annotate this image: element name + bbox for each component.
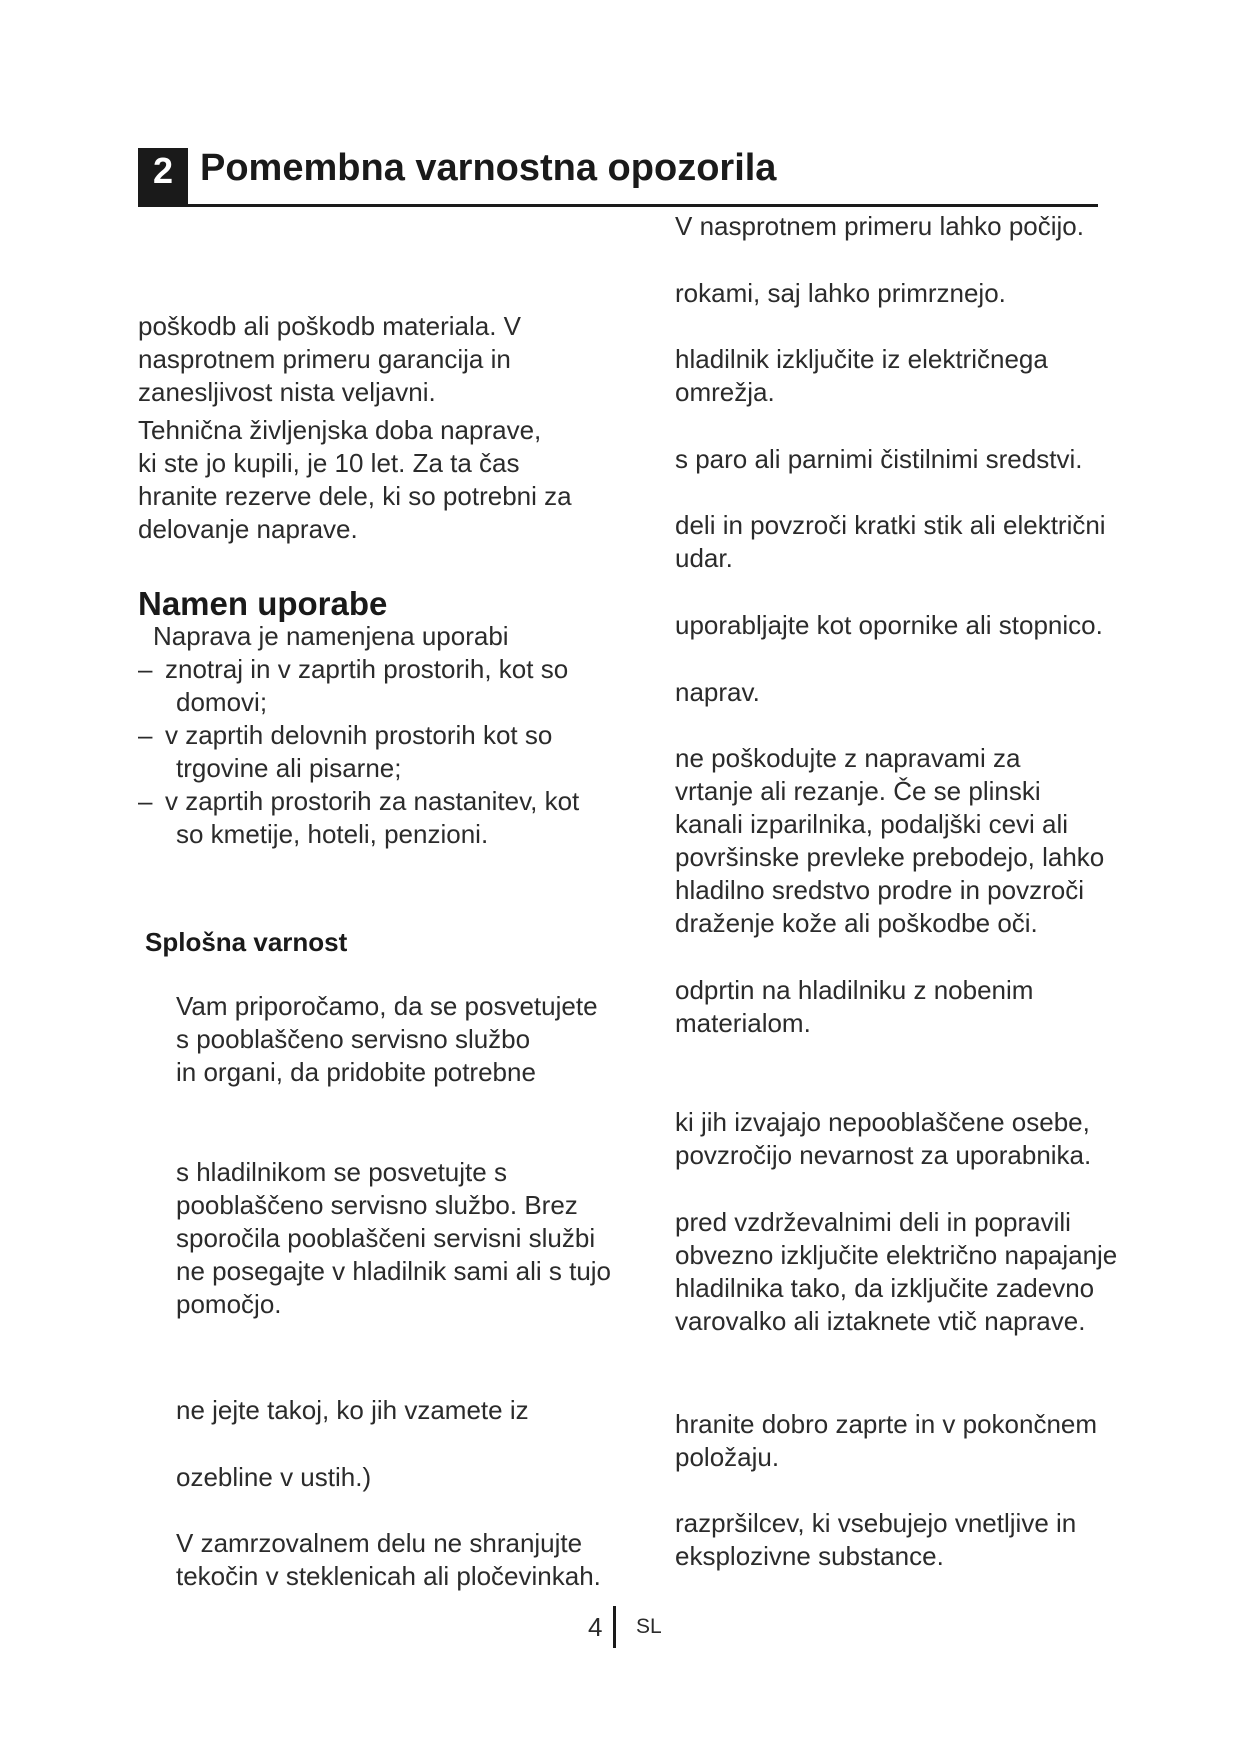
bullet-dash: – (138, 654, 153, 684)
chapter-header (138, 148, 1098, 207)
text-line: naprav. (675, 677, 760, 707)
text-line: obvezno izključite električno napajanje (675, 1240, 1118, 1270)
paragraph-step (675, 609, 1103, 642)
text-line: deli in povzroči kratki stik ali električni (675, 510, 1106, 540)
bullet-dash: – (138, 786, 153, 816)
list-item (165, 653, 568, 719)
text-line: zanesljivost nista veljavni. (138, 377, 436, 407)
paragraph-burst (675, 210, 1084, 243)
text-line: s pooblaščeno servisno službo (176, 1024, 531, 1054)
text-line: ne jejte takoj, ko jih vzamete iz (176, 1395, 529, 1425)
text-line: s hladilnikom se posvetujte s (176, 1157, 507, 1187)
text-line: s paro ali parnimi čistilnimi sredstvi. (675, 444, 1083, 474)
paragraph-lifetime (138, 414, 572, 546)
text-line: nasprotnem primeru garancija in (138, 344, 511, 374)
text-line: položaju. (675, 1442, 780, 1472)
text-line: znotraj in v zaprtih prostorih, kot so (165, 654, 569, 684)
footer-divider (613, 1606, 616, 1648)
text-line: omrežja. (675, 377, 775, 407)
text-line: hranite rezerve dele, ki so potrebni za (138, 481, 572, 511)
text-line: razpršilcev, ki vsebujejo vnetljive in (675, 1508, 1077, 1538)
text-line: delovanje naprave. (138, 514, 358, 544)
text-line: V zamrzovalnem delu ne shranjujte (176, 1528, 583, 1558)
text-line: površinske prevleke prebodejo, lahko (675, 842, 1105, 872)
paragraph-warranty (138, 310, 521, 409)
text-line: eksplozivne substance. (675, 1541, 944, 1571)
text-line: povzročijo nevarnost za uporabnika. (675, 1140, 1092, 1170)
language-code: SL (636, 1615, 662, 1638)
text-line: ozebline v ustih.) (176, 1462, 372, 1492)
paragraph-frostbite (176, 1461, 371, 1494)
text-line: hranite dobro zaprte in v pokončnem (675, 1409, 1098, 1439)
text-line: so kmetije, hoteli, penzioni. (176, 819, 489, 849)
text-line: kanali izparilnika, podaljški cevi ali (675, 809, 1069, 839)
text-line: hladilnik izključite iz električnega (675, 344, 1048, 374)
text-line: Tehnična življenjska doba naprave, (138, 415, 542, 445)
paragraph-steam (675, 443, 1082, 476)
text-line: Vam priporočamo, da se posvetujete (176, 991, 598, 1021)
paragraph-freezer (176, 1527, 601, 1593)
paragraph-consult (176, 990, 598, 1089)
list-item (165, 719, 552, 785)
section-heading-intended-use: Namen uporabe (138, 585, 388, 622)
text-line: ki ste jo kupili, je 10 let. Za ta čas (138, 448, 520, 478)
list-item (165, 785, 579, 851)
paragraph-openings (675, 974, 1033, 1040)
text-line: poškodb ali poškodb materiala. V (138, 311, 522, 341)
paragraph-service (176, 1156, 611, 1321)
text-line: tekočin v steklenicah ali pločevinkah. (176, 1561, 601, 1591)
paragraph-devices (675, 676, 760, 709)
text-line: domovi; (176, 687, 268, 717)
text-line: ne posegajte v hladilnik sami ali s tujo (176, 1256, 612, 1286)
page-number: 4 (588, 1612, 603, 1642)
text-line: hladilno sredstvo prodre in povzroči (675, 875, 1084, 905)
paragraph-short-circuit (675, 509, 1106, 575)
text-line: hladilnika tako, da izključite zadevno (675, 1273, 1095, 1303)
paragraph-unauthorized (675, 1106, 1091, 1172)
intended-use-intro: Naprava je namenjena uporabi (153, 621, 509, 651)
paragraph-sprays (675, 1507, 1076, 1573)
text-line: pooblaščeno servisno službo. Brez (176, 1190, 578, 1220)
text-line: draženje kože ali poškodbe oči. (675, 908, 1038, 938)
chapter-number: 2 (138, 148, 188, 204)
text-line: odprtin na hladilniku z nobenim (675, 975, 1034, 1005)
text-line: materialom. (675, 1008, 811, 1038)
text-line: ne poškodujte z napravami za (675, 743, 1021, 773)
paragraph-unplug (675, 343, 1048, 409)
text-line: vrtanje ali rezanje. Če se plinski (675, 776, 1041, 806)
text-line: sporočila pooblaščeni servisni službi (176, 1223, 596, 1253)
paragraph-refrigerant (675, 742, 1104, 940)
text-line: udar. (675, 543, 733, 573)
paragraph-hands (675, 277, 1006, 310)
paragraph-maintenance (675, 1206, 1117, 1338)
text-line: varovalko ali iztaknete vtič naprave. (675, 1306, 1086, 1336)
section-heading-general-safety: Splošna varnost (145, 927, 348, 957)
page-title: Pomembna varnostna opozorila (200, 147, 777, 189)
text-line: pred vzdrževalnimi deli in popravili (675, 1207, 1071, 1237)
paragraph-upright (675, 1408, 1097, 1474)
text-line: pomočjo. (176, 1289, 282, 1319)
text-line: v zaprtih prostorih za nastanitev, kot (165, 786, 580, 816)
bullet-dash: – (138, 720, 153, 750)
text-line: in organi, da pridobite potrebne (176, 1057, 536, 1087)
text-line: V nasprotnem primeru lahko počijo. (675, 211, 1084, 241)
text-line: uporabljajte kot opornike ali stopnico. (675, 610, 1103, 640)
paragraph-eat (176, 1394, 529, 1427)
text-line: rokami, saj lahko primrznejo. (675, 278, 1006, 308)
text-line: trgovine ali pisarne; (176, 753, 402, 783)
text-line: ki jih izvajajo nepooblaščene osebe, (675, 1107, 1090, 1137)
text-line: v zaprtih delovnih prostorih kot so (165, 720, 553, 750)
